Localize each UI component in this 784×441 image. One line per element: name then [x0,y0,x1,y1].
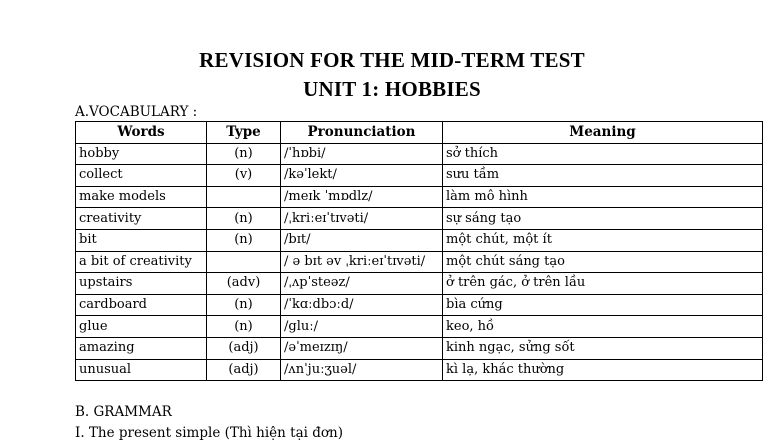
header-pronunciation: Pronunciation [281,122,443,144]
table-row [76,294,763,316]
cell-pronunciation: /bɪt/ [281,229,443,251]
document-title: REVISION FOR THE MID-TERM TEST [199,48,585,72]
cell-type: (n) [207,316,281,338]
cell-pronunciation: /ˌʌpˈsteəz/ [281,273,443,295]
table-row [76,273,763,295]
table-row [76,143,763,165]
cell-type: (adj) [207,359,281,381]
cell-word: a bit of creativity [76,251,207,273]
cell-pronunciation: / ə bɪt əv ˌkriːeɪˈtɪvəti/ [281,251,443,273]
cell-meaning: một chút sáng tạo [443,251,763,273]
cell-meaning: một chút, một ít [443,229,763,251]
cell-word: collect [76,165,207,187]
cell-word: cardboard [76,294,207,316]
table-header-row [76,122,763,144]
vocabulary-table [75,121,763,381]
cell-word: amazing [76,337,207,359]
cell-type: (v) [207,165,281,187]
cell-pronunciation: /ˌkriːeɪˈtɪvəti/ [281,208,443,230]
cell-type: (n) [207,143,281,165]
cell-meaning: kì lạ, khác thường [443,359,763,381]
cell-type [207,251,281,273]
cell-type [207,186,281,208]
table-row [76,208,763,230]
cell-pronunciation: /gluː/ [281,316,443,338]
table-row [76,229,763,251]
cell-word: creativity [76,208,207,230]
header-meaning: Meaning [443,122,763,144]
cell-pronunciation: /əˈmeɪzɪŋ/ [281,337,443,359]
cell-meaning: sở thích [443,143,763,165]
cell-type: (adj) [207,337,281,359]
table-row [76,165,763,187]
grammar-subsection-heading: I. The present simple (Thì hiện tại đơn) [75,425,343,441]
unit-title: UNIT 1: HOBBIES [303,77,481,101]
cell-word: upstairs [76,273,207,295]
cell-pronunciation: /ˈkɑːdbɔːd/ [281,294,443,316]
cell-meaning: sưu tầm [443,165,763,187]
cell-type: (adv) [207,273,281,295]
cell-meaning: keo, hồ [443,316,763,338]
table-row [76,316,763,338]
header-words: Words [76,122,207,144]
cell-word: unusual [76,359,207,381]
cell-pronunciation: /meɪk ˈmɒdlz/ [281,186,443,208]
cell-word: bit [76,229,207,251]
cell-meaning: sự sáng tạo [443,208,763,230]
cell-word: make models [76,186,207,208]
cell-meaning: làm mô hình [443,186,763,208]
table-row [76,359,763,381]
cell-type: (n) [207,229,281,251]
cell-word: hobby [76,143,207,165]
section-vocabulary-heading: A.VOCABULARY : [75,104,198,120]
cell-type: (n) [207,294,281,316]
section-grammar-heading: B. GRAMMAR [75,404,172,420]
cell-type: (n) [207,208,281,230]
cell-word: glue [76,316,207,338]
cell-pronunciation: /ʌnˈjuːʒuəl/ [281,359,443,381]
cell-meaning: ở trên gác, ở trên lầu [443,273,763,295]
cell-meaning: kinh ngạc, sửng sốt [443,337,763,359]
table-row [76,337,763,359]
cell-pronunciation: /kəˈlekt/ [281,165,443,187]
header-type: Type [207,122,281,144]
table-row [76,186,763,208]
cell-pronunciation: /ˈhɒbi/ [281,143,443,165]
table-row [76,251,763,273]
cell-meaning: bìa cứng [443,294,763,316]
